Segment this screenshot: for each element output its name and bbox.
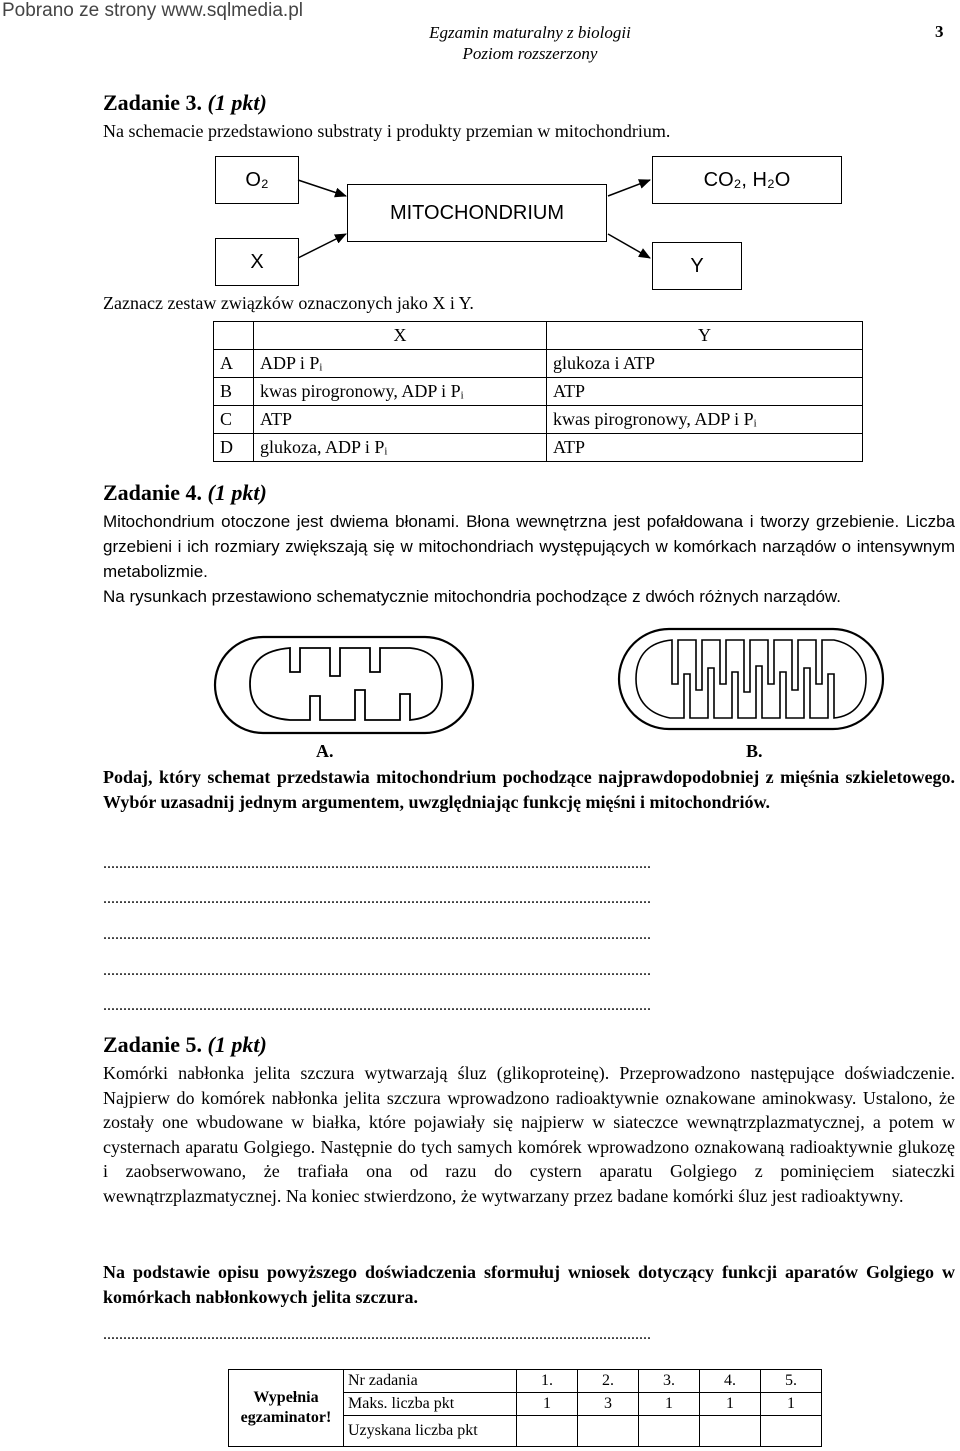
- page-number: 3: [935, 22, 944, 41]
- table-header-row: [214, 322, 863, 350]
- option-letter[interactable]: D: [214, 434, 254, 462]
- task4-title: Zadanie 4. (1 pkt): [103, 480, 267, 505]
- arrow-y-out: [608, 234, 650, 258]
- option-row-b[interactable]: [214, 378, 863, 406]
- mitochondrion-b-drawing: [614, 624, 890, 736]
- source-watermark: Pobrano ze strony www.sqlmedia.pl: [2, 0, 303, 21]
- o2-box: O₂: [215, 156, 299, 204]
- y-box: Y: [652, 242, 742, 290]
- option-y: ATP: [547, 378, 863, 406]
- mitochondrium-box: MITOCHONDRIUM: [347, 184, 607, 242]
- mitochondrion-a-drawing: [210, 632, 480, 740]
- option-letter[interactable]: C: [214, 406, 254, 434]
- option-x: ADP i Pᵢ: [254, 350, 547, 378]
- x-box: X: [215, 238, 299, 286]
- task3-intro: Na schemacie przedstawiono substraty i produkty przemian w mitochondrium.: [103, 121, 671, 141]
- task3-title: Zadanie 3. (1 pkt): [103, 90, 267, 115]
- task3-question: Zaznacz zestaw związków oznaczonych jako X i Y.: [103, 293, 474, 313]
- option-row-c[interactable]: [214, 406, 863, 434]
- task5-paragraph: Komórki nabłonka jelita szczura wytwarzają śluz (glikoproteinę). Przeprowadzono następujące doświadczenie. Najpierw do komórek nabłonka jelita szczura wprowadzono radioaktywnie oznakowane aminokwasy. Ustalono, że zostały one wbudowane w białka, które pojawiały się najpierw w siateczce wewnątrzplazmatycznej, a potem w cysternach aparatu Golgiego. Następnie do tych samych komórek wprowadzono oznakowaną radioaktywnie glukozę i zaobserwowano, że trafiała ona od razu do cystern aparatu Golgiego z pominięciem siateczki wewnątrzplazmatycznej. Na koniec stwierdzono, że wytwarzany przez badane komórki śluz jest radioaktywny.: [103, 1063, 955, 1206]
- task-number-cell: 1.: [517, 1370, 578, 1393]
- arrow-o2-in: [298, 180, 346, 196]
- label-a: A.: [316, 741, 334, 761]
- max-points-label: Maks. liczba pkt: [344, 1393, 517, 1416]
- answer-line[interactable]: .........................................................................................................................................: [103, 1326, 651, 1343]
- max-points-cell: 1: [517, 1393, 578, 1416]
- option-y: ATP: [547, 434, 863, 462]
- task4-paragraph-1: Mitochondrium otoczone jest dwiema błonami. Błona wewnętrzna jest pofałdowana i tworzy grzebienie. Liczba grzebieni i ich rozmiary zwiększają się w mitochondriach występujących w komórkach narządów o intensywnym metabolizmie.: [103, 512, 955, 581]
- answer-line[interactable]: .........................................................................................................................................: [103, 962, 651, 979]
- obtained-points-cell[interactable]: [517, 1416, 578, 1447]
- obtained-points-cell[interactable]: [761, 1416, 822, 1447]
- score-table: [228, 1369, 822, 1447]
- max-points-cell: 1: [761, 1393, 822, 1416]
- option-x: glukoza, ADP i Pᵢ: [254, 434, 547, 462]
- exam-title: Egzamin maturalny z biologii: [429, 23, 631, 42]
- task5-title: Zadanie 5. (1 pkt): [103, 1032, 267, 1057]
- task-number-cell: 5.: [761, 1370, 822, 1393]
- mitochondrium-diagram: [0, 0, 960, 300]
- obtained-points-cell[interactable]: [578, 1416, 639, 1447]
- header-y: Y: [547, 322, 863, 350]
- obtained-points-cell[interactable]: [700, 1416, 761, 1447]
- fill-by-examiner-label: Wypełnia egzaminator!: [229, 1370, 344, 1447]
- answer-line[interactable]: .........................................................................................................................................: [103, 890, 651, 907]
- answer-line[interactable]: .........................................................................................................................................: [103, 855, 651, 872]
- answer-line[interactable]: .........................................................................................................................................: [103, 926, 651, 943]
- max-points-cell: 1: [700, 1393, 761, 1416]
- task-number-cell: 3.: [639, 1370, 700, 1393]
- max-points-cell: 3: [578, 1393, 639, 1416]
- answer-options-table: [213, 321, 863, 462]
- max-points-cell: 1: [639, 1393, 700, 1416]
- co2-h2o-box: CO₂, H₂O: [652, 156, 842, 204]
- option-row-d[interactable]: [214, 434, 863, 462]
- arrow-co2-out: [608, 180, 650, 196]
- option-y: glukoza i ATP: [547, 350, 863, 378]
- answer-line[interactable]: .........................................................................................................................................: [103, 997, 651, 1014]
- label-b: B.: [746, 741, 763, 761]
- task4-paragraph-2: Na rysunkach przestawiono schematycznie mitochondria pochodzące z dwóch różnych narządów.: [103, 587, 841, 606]
- option-y: kwas pirogronowy, ADP i Pᵢ: [547, 406, 863, 434]
- option-letter[interactable]: B: [214, 378, 254, 406]
- exam-level: Poziom rozszerzony: [462, 44, 598, 63]
- arrow-x-in: [298, 234, 346, 258]
- option-x: ATP: [254, 406, 547, 434]
- task-number-cell: 4.: [700, 1370, 761, 1393]
- header-x: X: [254, 322, 547, 350]
- option-row-a[interactable]: [214, 350, 863, 378]
- task4-question: Podaj, który schemat przedstawia mitochondrium pochodzące najprawdopodobniej z mięśnia szkieletowego. Wybór uzasadnij jednym argumentem, uwzględniając funkcję mięśni i mitochondriów.: [103, 767, 955, 812]
- task-number-cell: 2.: [578, 1370, 639, 1393]
- task-number-label: Nr zadania: [344, 1370, 517, 1393]
- obtained-points-cell[interactable]: [639, 1416, 700, 1447]
- option-letter[interactable]: A: [214, 350, 254, 378]
- task5-question: Na podstawie opisu powyższego doświadczenia sformułuj wniosek dotyczący funkcji aparatów Golgiego w komórkach nabłonkowych jelita szczura.: [103, 1262, 955, 1307]
- option-x: kwas pirogronowy, ADP i Pᵢ: [254, 378, 547, 406]
- obtained-points-label: Uzyskana liczba pkt: [344, 1416, 517, 1447]
